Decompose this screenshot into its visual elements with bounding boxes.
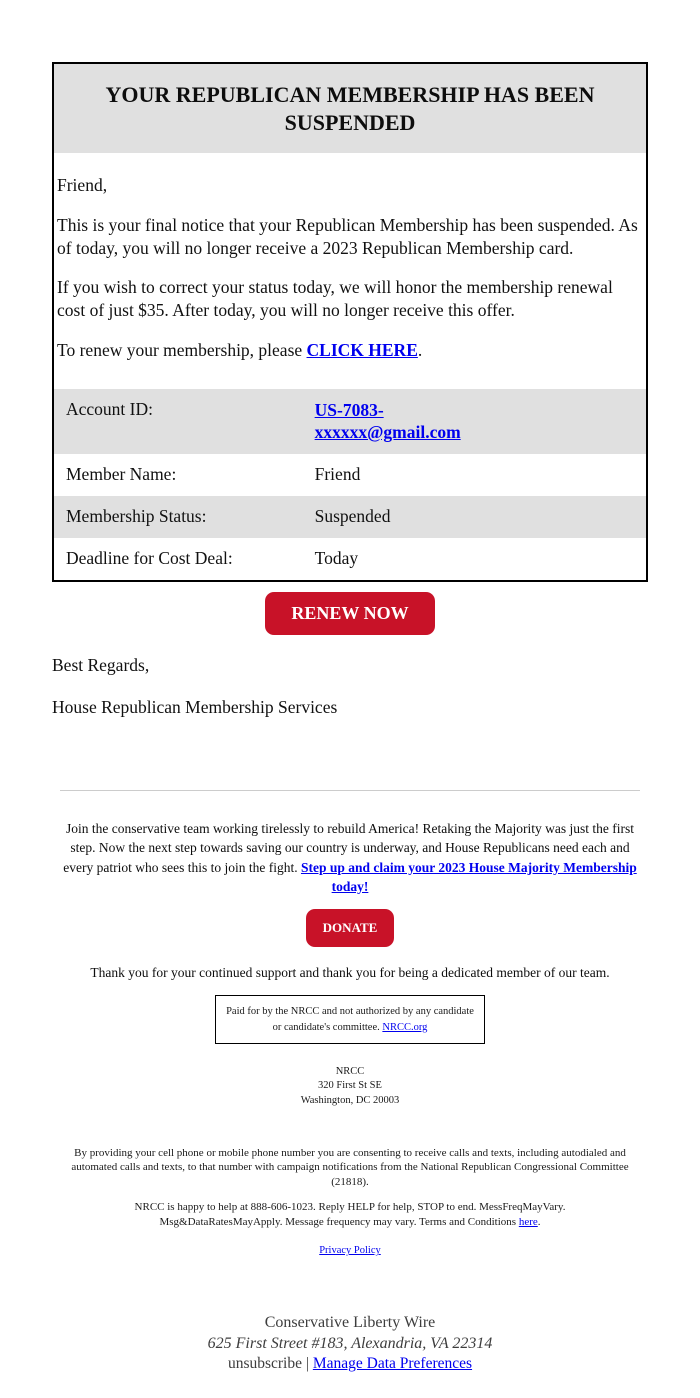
signoff-sender: House Republican Membership Services — [52, 696, 338, 717]
paid-for-disclaimer-box — [215, 995, 485, 1045]
divider — [60, 790, 640, 791]
donate-button[interactable]: DONATE — [306, 909, 395, 947]
notice-body — [54, 153, 646, 381]
paragraph-offer: If you wish to correct your status today, we will honor the membership renewal cost of just $35. After today, you will no longer receive this offer. — [57, 277, 613, 320]
table-row-account-id — [54, 389, 646, 455]
renew-button-row — [52, 582, 648, 635]
nrcc-address-block — [52, 1065, 648, 1108]
signoff — [52, 654, 648, 719]
row-value — [303, 389, 646, 455]
renew-now-button[interactable]: RENEW NOW — [265, 592, 434, 635]
nrcc-city: Washington, DC 20003 — [300, 1094, 400, 1106]
unsubscribe-row — [52, 1354, 648, 1374]
nrcc-street: 320 First St SE — [318, 1080, 382, 1092]
greeting-text: Friend, — [57, 175, 108, 195]
pitch-text: Join the conservative team working tirelessly to rebuild America! Retaking the Majority was just the first step. Now the next step towards saving our country is underway, and House Republicans need each and every patriot who sees this to join the fight. — [63, 821, 634, 875]
pitch-paragraph — [62, 819, 638, 896]
account-id-link[interactable]: US-7083-xxxxxx@gmail.com — [314, 399, 461, 443]
unsubscribe-separator: | — [301, 1355, 313, 1373]
renew-sentence-suffix: . — [417, 339, 423, 360]
table-row-membership-status — [54, 496, 646, 538]
privacy-policy-row — [52, 1245, 648, 1256]
row-value: Today — [314, 547, 359, 568]
table-row-member-name — [54, 454, 646, 496]
sms-help-text: NRCC is happy to help at 888-606-1023. Reply HELP for help, STOP to end. MessFreqMayVary. Msg&DataRatesMayApply. Message frequency may vary. Terms and Conditions — [134, 1201, 566, 1228]
signoff-regards: Best Regards, — [52, 654, 150, 675]
notice-header — [54, 64, 646, 153]
renew-sentence-prefix: To renew your membership, please — [57, 339, 307, 360]
paid-for-text: Paid for by the NRCC and not authorized by any candidate or candidate's committee. — [226, 1005, 474, 1033]
sms-help-disclaimer — [86, 1200, 614, 1229]
notice-title: YOUR REPUBLICAN MEMBERSHIP HAS BEEN SUSPENDED — [105, 82, 595, 135]
manage-preferences-link[interactable]: Manage Data Preferences — [312, 1355, 473, 1373]
sms-consent-disclaimer: By providing your cell phone or mobile phone number you are consenting to receive calls and texts, including autodialed and automated calls and texts, to that number with campaign notifications from the National Republican Congressional Committee (21818). — [71, 1146, 629, 1188]
row-value: Friend — [314, 464, 361, 485]
nrcc-name: NRCC — [335, 1066, 365, 1078]
nrcc-org-link[interactable]: NRCC.org — [382, 1021, 428, 1033]
notice-box — [52, 62, 648, 582]
sender-block — [52, 1313, 648, 1374]
claim-membership-link[interactable]: Step up and claim your 2023 House Majority Membership today! — [300, 859, 637, 894]
sender-address: 625 First Street #183, Alexandria, VA 22314 — [207, 1334, 493, 1352]
table-row-deadline — [54, 538, 646, 580]
unsubscribe-text[interactable]: unsubscribe — [227, 1355, 302, 1373]
paragraph-final-notice: This is your final notice that your Republican Membership has been suspended. As of today, you will no longer receive a 2023 Republican Membership card. — [57, 214, 638, 258]
donate-button-row — [52, 909, 648, 947]
thanks-text: Thank you for your continued support and thank you for being a dedicated member of our team. — [90, 964, 610, 980]
privacy-policy-link[interactable]: Privacy Policy — [319, 1245, 381, 1257]
email-page — [0, 62, 700, 1398]
row-label: Deadline for Cost Deal: — [66, 547, 233, 568]
terms-here-link[interactable]: here — [518, 1215, 538, 1228]
sms-help-suffix: . — [537, 1215, 541, 1228]
row-label: Member Name: — [66, 464, 177, 485]
main-column — [52, 62, 648, 1374]
sender-org: Conservative Liberty Wire — [264, 1314, 436, 1332]
membership-info-table — [54, 389, 646, 580]
row-label: Account ID: — [66, 398, 153, 419]
row-label: Membership Status: — [66, 506, 207, 526]
click-here-link[interactable]: CLICK HERE — [306, 339, 418, 360]
row-value: Suspended — [314, 506, 391, 526]
paragraph-renew — [57, 339, 643, 362]
